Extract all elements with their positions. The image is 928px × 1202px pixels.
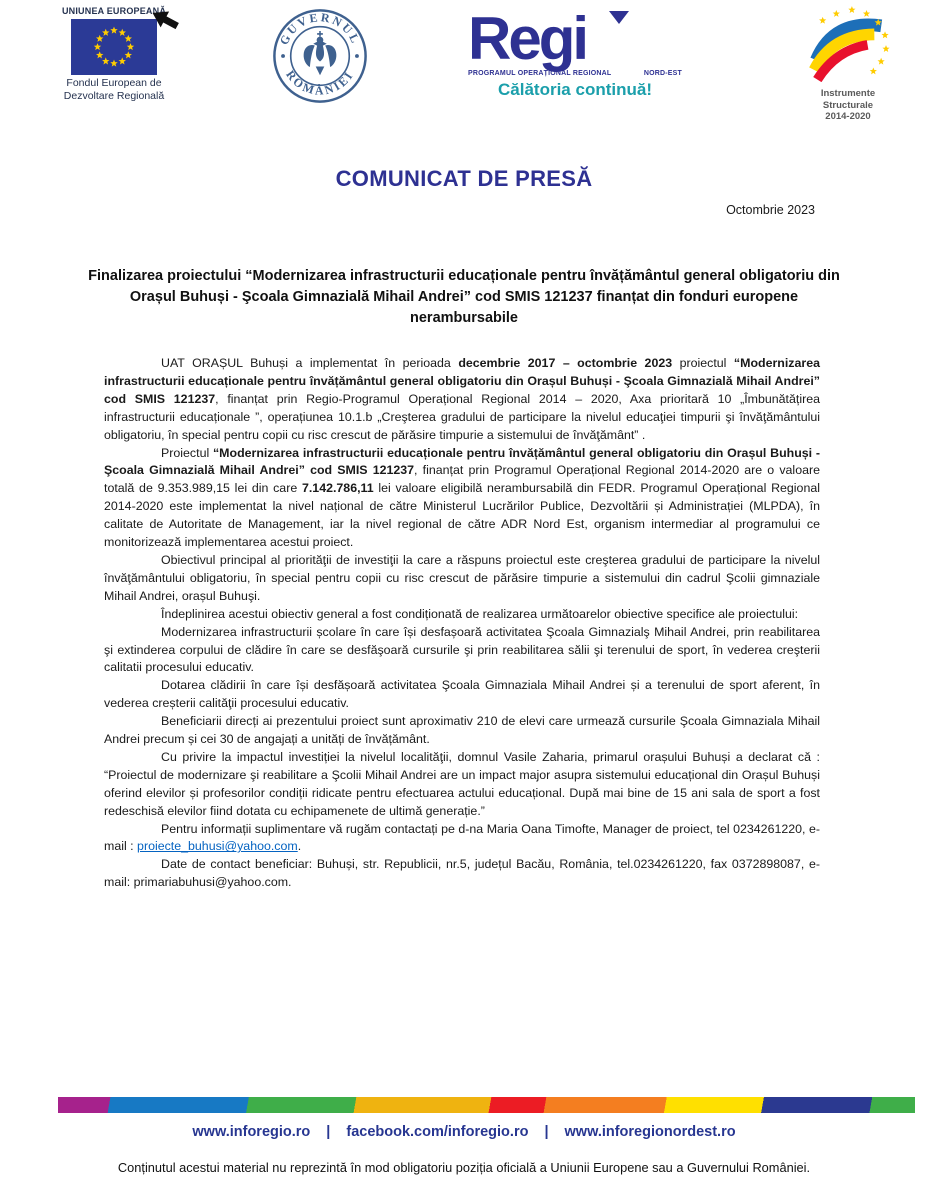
text-run: Proiectul [161,445,213,460]
text-run: Beneficiarii direcți ai prezentului proiect sunt aproximativ 210 de elevi care urmează cursurile Şcoala Gimnaziala Mihail Andrei precum și cei 30 de angajați a unități de învățământ. [104,714,820,747]
footer-link[interactable]: www.inforegio.ro [192,1124,311,1140]
cursor-arrow-icon [146,8,180,38]
footer-link-separator: | [326,1124,331,1140]
footer-link[interactable]: www.inforegionordest.ro [564,1124,736,1140]
footer-color-bar [58,1097,915,1113]
gov-eagle-icon [304,31,337,75]
text-run: , finanțat prin Programul Operațional Regional 2014-2020 are o valoare totală de 9.353.989,15 lei din care [104,463,820,496]
regio-program-label: PROGRAMUL OPERAȚIONAL REGIONAL [468,70,612,77]
structural-logo-line1: Instrumente Structurale [820,88,876,111]
footer-disclaimer: Conținutul acestui material nu reprezintă în mod obligatoriu poziția oficială a Uniunii Europene sau a Guvernului României. [117,1160,811,1175]
eu-logo-title: UNIUNEA EUROPEANĂ [61,6,167,16]
press-body [104,355,820,892]
text-run: Obiectivul principal al priorităţii de investiţii la care a răspuns proiectul este creşterea gradului de participare la nivelul învăţământului obligatoriu, în special pentru copii cu risc crescut de părăsire timpurie a sistemului din cadrul Şcolii gimnaziale Mihail Andrei, orașul Buhuşi. [104,552,820,603]
gov-seal-top-text: GUVERNUL [276,10,364,48]
structural-logo-line2: 2014-2020 [825,111,871,122]
document-subtitle: Finalizarea proiectului “Modernizarea infrastructurii educaționale pentru învățământul general obligatoriu din Orașul Buhuși - Şcoala Gimnazială Mihail Andrei” cod SMIS 121237 finanțat din fonduri europene nerambursabile [88,268,840,326]
regio-region-label: NORD-EST [643,70,682,77]
bold-text-run: decembrie 2017 – octombrie 2023 [458,356,673,370]
eu-flag-icon [71,19,157,75]
body-paragraph [104,677,820,713]
email-link[interactable]: proiecte_buhusi@yahoo.com [137,839,298,854]
text-run: UAT ORAȘUL Buhuși a implementat în perioada [161,356,459,370]
page-title: COMUNICAT DE PRESĂ [335,166,593,191]
body-paragraph [104,856,820,892]
structural-swoosh-icon [796,6,900,82]
body-paragraph [104,445,820,552]
text-run: lei valoare eligibilă nerambursabilă din FEDR. Programul Operațional Regional 2014-2020 este implementat la nivel național de către Ministerul Lucrărilor Publice, Dezvoltării și Administrației (MLPDA), în calitate de Autoritate de Management, iar la nivel regional de către ADR Nord Est, organism intermediar al programului ce monitorizează implementarea acestui proiect. [104,481,820,550]
body-paragraph [104,624,820,678]
text-run: Cu privire la impactul investiției la nivelul localităţii, domnul Vasile Zaharia, primarul orașului Buhuși a declarat că : “Proiectul de modernizare şi reabilitare a Şcolii Mihail Andrei are un impact major asupra sistemului educațional din Orașul Buhuși oferind elevilor și profesorilor condiții ridicate pentru efectuarea actului educațional. După mai bine de 15 ani sala de sport a fost redeschisă elevilor fiind dotata cu echipamenete de ultimă generație.” [104,749,820,818]
regio-tagline: Călătoria continuă! [498,80,652,99]
text-run: Date de contact beneficiar: Buhuși, str. Republicii, nr.5, județul Bacău, România, tel.0234261220, fax 0372898087, e-mail: primariabuhusi@yahoo.com. [104,857,820,890]
regio-wheel-o-icon [588,12,650,74]
document-date: Octombrie 2023 [726,203,815,217]
eu-logo-subtitle-line1: Fondul European de [66,77,162,89]
text-run: Dotarea clădirii în care își desfășoară activitatea Şcoala Gimnaziala Mihail Andrei și a terenului de sport aferent, în vederea creșterii calităţii procesului educativ. [104,678,820,711]
regio-brand-text: Regi [468,5,587,72]
gov-logo [272,8,368,109]
footer-link-separator: | [544,1124,549,1140]
text-run: . [297,839,302,854]
header-logos [0,0,928,150]
footer-links [0,1124,928,1140]
bold-text-run: “Modernizarea infrastructurii educaționale pentru învățământul general obligatoriu din Orașul Buhuși - Şcoala Gimnazială Mihail Andrei” cod SMIS 121237 [104,356,820,406]
gov-seal-icon [272,8,368,104]
body-paragraph [104,749,820,821]
text-run: Îndeplinirea acestui obiectiv general a fost condiționată de realizarea următoarelor obiective specifice ale proiectului: [161,606,799,621]
body-paragraph [104,355,820,445]
body-paragraph [104,606,820,624]
bold-text-run: “Modernizarea infrastructurii educaționale pentru învățământul general obligatoriu din Orașul Buhuși - Şcoala Gimnazială Mihail Andrei” cod SMIS 121237 [104,445,820,478]
eu-logo-subtitle-line2: Dezvoltare Regională [63,89,165,102]
bold-text-run: 7.142.786,11 [301,481,374,496]
text-run: Modernizarea infrastructurii școlare în care își desfașoară activitatea Şcoala Gimnazialş Mihail Andrei, prin reabilitarea şi extinderea corpului de clădire în care se desfăşoară cursurile şi prin reabilitarea sălii şi terenului de sport, în vederea creşterii calitatii procesului educativ. [104,624,820,675]
text-run: proiectul [672,356,734,370]
body-paragraph [104,821,820,857]
text-run: , finanțat prin Regio-Programul Operațional Regional 2014 – 2020, Axa prioritară 10 „Îmbunătățirea infrastructurii educaționale ”, operațiunea 10.1.b „Creşterea gradului de participare la nivelul educaţiei timpurii şi învăţământului obligatoriu, în special pentru copii cu risc crescut de părăsire timpurie a sistemului de învăţământ” . [104,391,820,442]
footer-link[interactable]: facebook.com/inforegio.ro [346,1124,529,1140]
text-run: Pentru informații suplimentare vă rugăm contactați pe d-na Maria Oana Timofte, Manager de proiect, tel 0234261220, e-mail : [104,821,820,854]
structural-instruments-logo [795,6,901,123]
body-paragraph [104,552,820,606]
regio-logo [468,5,682,100]
body-paragraph [104,713,820,749]
gov-seal-bottom-text: ROMÂNIEI [283,67,357,98]
